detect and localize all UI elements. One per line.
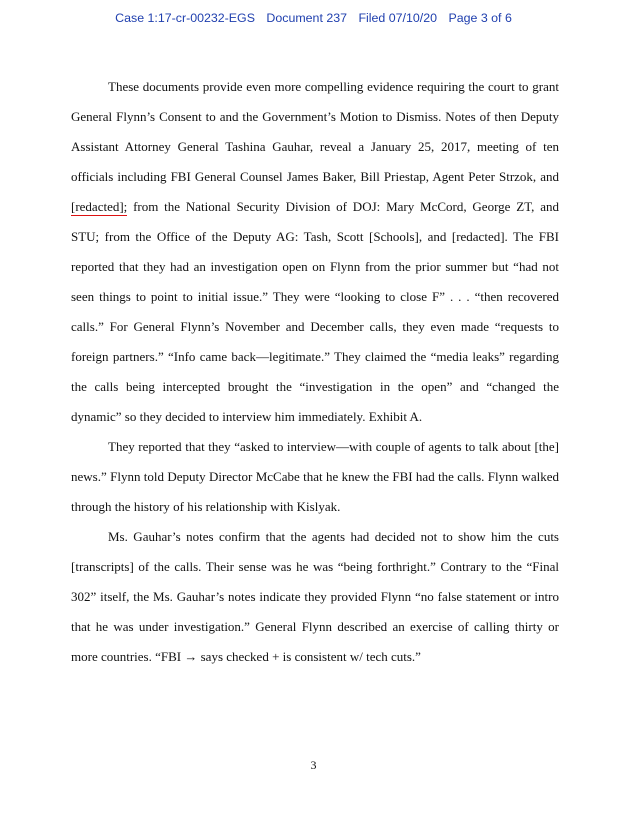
paragraph-1-text-after: from the National Security Division of DOJ: Mary McCord, George ZT, and STU; from the Office of the Deputy AG: Tash, Scott [Schools], and [redacted]. The FBI reported that they had an investigation open on Flynn from the prior summer but “had not seen things to point to initial issue.” They were “looking to close F” . . . “then recovered calls.” For General Flynn’s November and December calls, they even made “requests to foreign partners.” “Info came back—legitimate.” They claimed the “media leaks” regarding the calls being intercepted brought the “investigation in the open” and “changed the dynamic” so they decided to interview him immediately. Exhibit A.	[71, 199, 559, 424]
paragraph-2: They reported that they “asked to interview—with couple of agents to talk about [the] news.” Flynn told Deputy Director McCabe that he knew the FBI had the calls. Flynn walked through the history of his relationship with Kislyak.	[71, 439, 559, 514]
paragraph-1-text-before: These documents provide even more compelling evidence requiring the court to grant General Flynn’s Consent to and the Government’s Motion to Dismiss. Notes of then Deputy Assistant Attorney General Tashina Gauhar, reveal a January 25, 2017, meeting of ten officials including FBI General Counsel James Baker, Bill Priestap, Agent Peter Strzok, and	[71, 79, 559, 184]
page-indicator: Page 3 of 6	[448, 11, 512, 25]
case-header	[0, 11, 627, 25]
paragraph-1	[71, 72, 559, 432]
case-number: Case 1:17-cr-00232-EGS	[115, 11, 255, 25]
page-number: 3	[310, 758, 317, 772]
filed-date: Filed 07/10/20	[358, 11, 437, 25]
document-number: Document 237	[266, 11, 348, 25]
paragraph-3: Ms. Gauhar’s notes confirm that the agents had decided not to show him the cuts [transcripts] of the calls. Their sense was he was “being forthright.” Contrary to the “Final 302” itself, the Ms. Gauhar’s notes indicate they provided Flynn “no false statement or intro that he was under investigation.” General Flynn described an exercise of calling thirty or more countries. “FBI → says checked + is consistent w/ tech cuts.”	[71, 529, 559, 664]
redacted-underline-annotation: [redacted];	[71, 199, 128, 214]
document-body	[71, 72, 559, 672]
